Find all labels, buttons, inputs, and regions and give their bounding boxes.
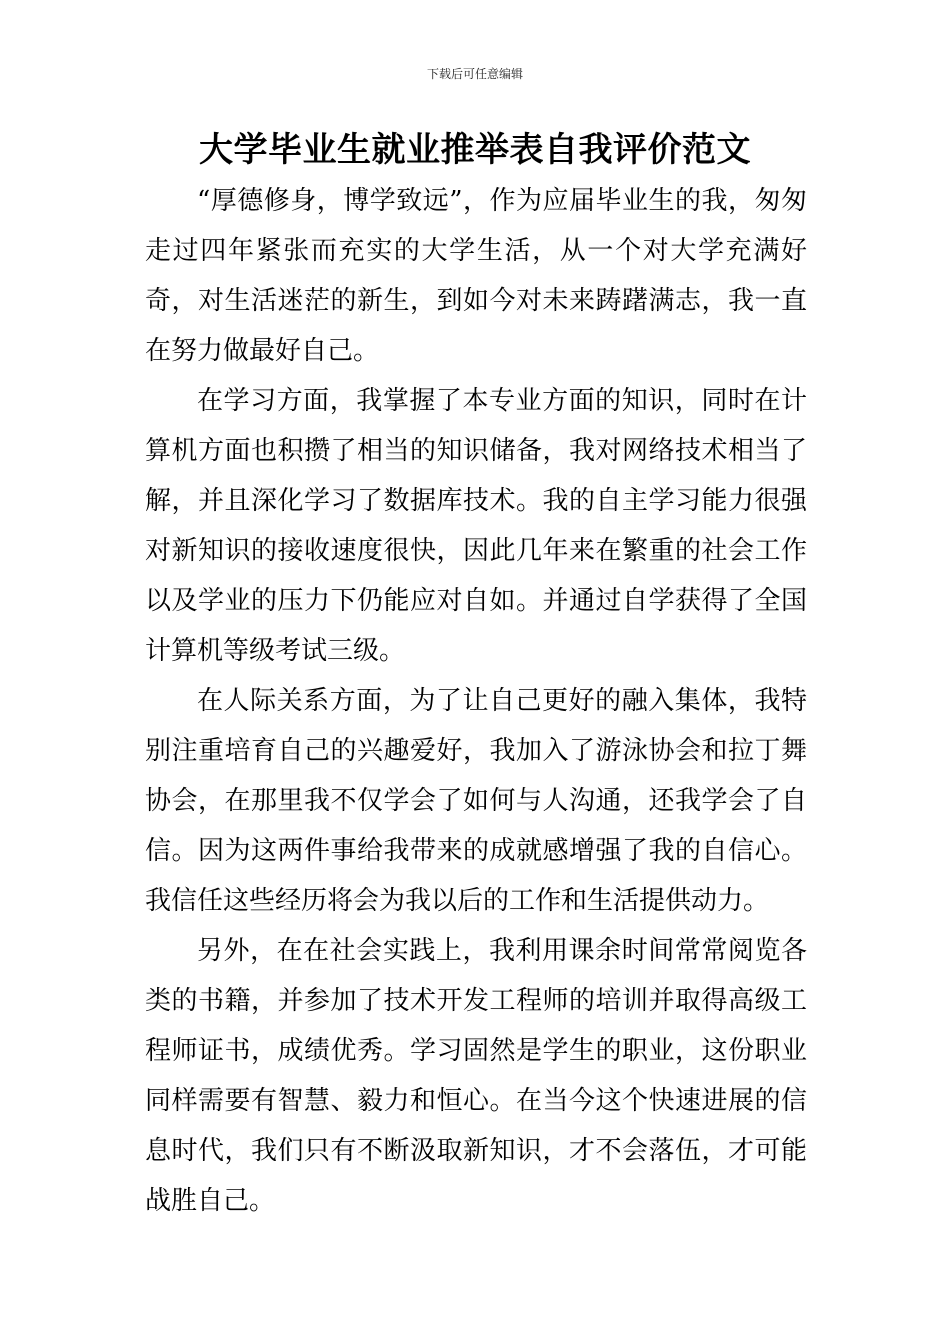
- paragraph-3: 在人际关系方面，为了让自己更好的融入集体，我特别注重培育自己的兴趣爱好，我加入了游泳协会和拉丁舞协会，在那里我不仅学会了如何与人沟通，还我学会了自信。因为这两件事给我带来的成就感增强了我的自信心。我信任这些经历将会为我以后的工作和生活提供动力。: [145, 686, 807, 916]
- paragraph-2: 在学习方面，我掌握了本专业方面的知识，同时在计算机方面也积攒了相当的知识储备，我对网络技术相当了解，并且深化学习了数据库技术。我的自主学习能力很强对新知识的接收速度很快，因此几年来在繁重的社会工作以及学业的压力下仍能应对自如。并通过自学获得了全国计算机等级考试三级。: [145, 386, 807, 666]
- document-body: [145, 176, 807, 1226]
- paragraph-1: “厚德修身，博学致远”，作为应届毕业生的我，匆匆走过四年紧张而充实的大学生活，从一个对大学充满好奇，对生活迷茫的新生，到如今对未来踌躇满志，我一直在努力做最好自己。: [145, 186, 807, 366]
- paragraph-4: 另外，在在社会实践上，我利用课余时间常常阅览各类的书籍，并参加了技术开发工程师的培训并取得高级工程师证书，成绩优秀。学习固然是学生的职业，这份职业同样需要有智慧、毅力和恒心。在当今这个快速进展的信息时代，我们只有不断汲取新知识，才不会落伍，才可能战胜自己。: [145, 936, 807, 1216]
- header-note: 下载后可任意编辑: [426, 67, 523, 81]
- document-title: 大学毕业生就业推举表自我评价范文: [199, 130, 751, 170]
